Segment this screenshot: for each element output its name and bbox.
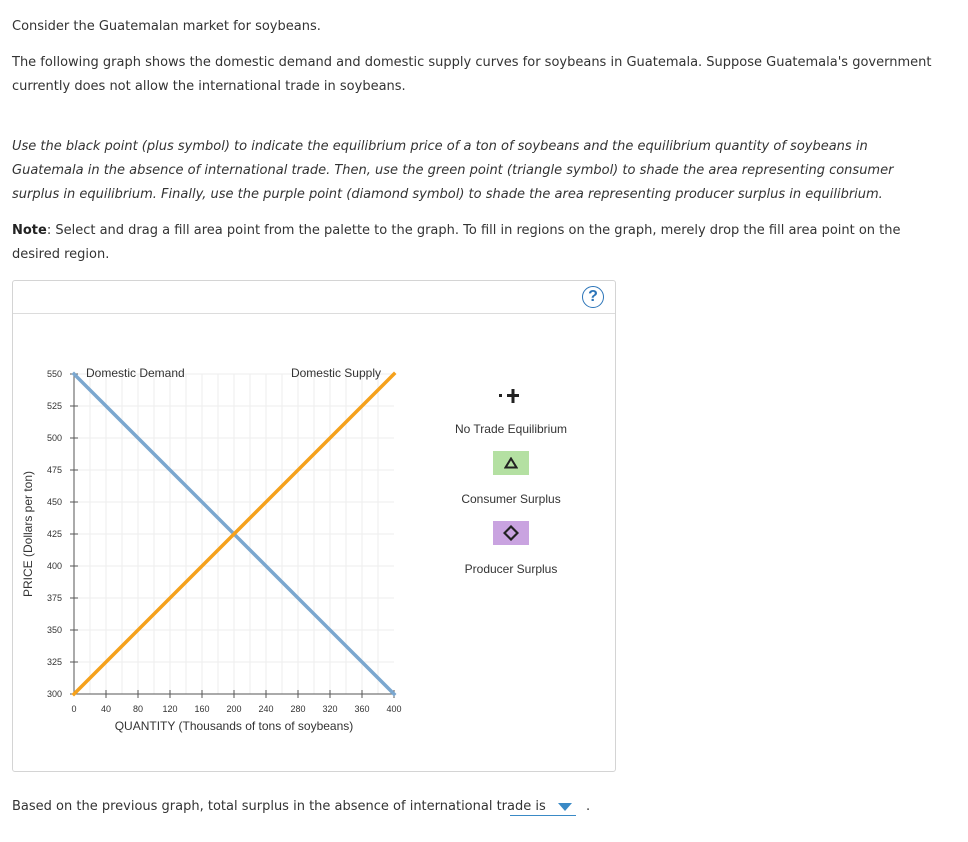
x-tick-label: 40	[100, 704, 112, 714]
instructions-text: Use the black point (plus symbol) to indicate the equilibrium price of a ton of soybeans and the equilibrium quantity of soybeans in Guatemala in the absence of international trade. Then, use the green point (triangle symbol) to shade the area representing consumer surplus in equilibrium. Finally, use the purple point (diamond symbol) to shade the area representing producer surplus in equilibrium.	[12, 139, 894, 202]
note-text	[12, 219, 942, 267]
x-tick-label: 0	[71, 704, 77, 714]
y-tick-label: 325	[46, 657, 62, 667]
demand-curve-label: Domestic Demand	[86, 366, 185, 380]
y-tick-label: 425	[46, 529, 62, 539]
y-tick-label: 300	[46, 689, 62, 699]
equilibrium-tool-label: No Trade Equilibrium	[454, 422, 568, 436]
x-axis-label: QUANTITY (Thousands of tons of soybeans)	[114, 719, 354, 733]
equilibrium-point-tool[interactable]	[496, 385, 526, 407]
footer-period: .	[586, 799, 591, 814]
x-tick-label: 200	[226, 704, 242, 714]
triangle-icon	[504, 457, 518, 469]
help-icon: ?	[588, 288, 598, 305]
x-tick-label: 160	[194, 704, 210, 714]
note-body: : Select and drag a fill area point from the palette to the graph. To fill in regions on the graph, merely drop the fill area point on the desired region.	[12, 223, 901, 262]
diamond-icon	[503, 525, 519, 541]
chevron-down-icon	[558, 803, 572, 811]
x-tick-label: 80	[132, 704, 144, 714]
x-tick-label: 120	[162, 704, 178, 714]
x-tick-label: 360	[354, 704, 370, 714]
graph-panel	[12, 280, 616, 772]
plus-icon	[496, 385, 526, 407]
producer-surplus-label: Producer Surplus	[464, 562, 558, 576]
y-tick-label: 475	[46, 465, 62, 475]
y-tick-label: 400	[46, 561, 62, 571]
x-tick-label: 320	[322, 704, 338, 714]
x-tick-label: 240	[258, 704, 274, 714]
intro-text: Consider the Guatemalan market for soybeans.	[12, 19, 321, 34]
note-label: Note	[12, 223, 47, 238]
y-tick-label: 350	[46, 625, 62, 635]
x-tick-label: 280	[290, 704, 306, 714]
total-surplus-question: Based on the previous graph, total surplus in the absence of international trade is	[12, 799, 546, 814]
x-tick-label: 400	[386, 704, 402, 714]
y-tick-label: 525	[46, 401, 62, 411]
y-tick-label: 500	[46, 433, 62, 443]
y-tick-label: 550	[46, 369, 62, 379]
total-surplus-dropdown[interactable]	[510, 797, 576, 816]
supply-curve-label: Domestic Supply	[290, 366, 381, 380]
y-axis-label: PRICE (Dollars per ton)	[21, 470, 35, 598]
y-tick-label: 450	[46, 497, 62, 507]
consumer-surplus-tool[interactable]	[493, 451, 529, 475]
description-text: The following graph shows the domestic demand and domestic supply curves for soybeans in Guatemala. Suppose Guatemala's government currently does not allow the international trade in soybeans.	[12, 55, 932, 94]
producer-surplus-tool[interactable]	[493, 521, 529, 545]
consumer-surplus-label: Consumer Surplus	[461, 492, 561, 506]
y-tick-label: 375	[46, 593, 62, 603]
